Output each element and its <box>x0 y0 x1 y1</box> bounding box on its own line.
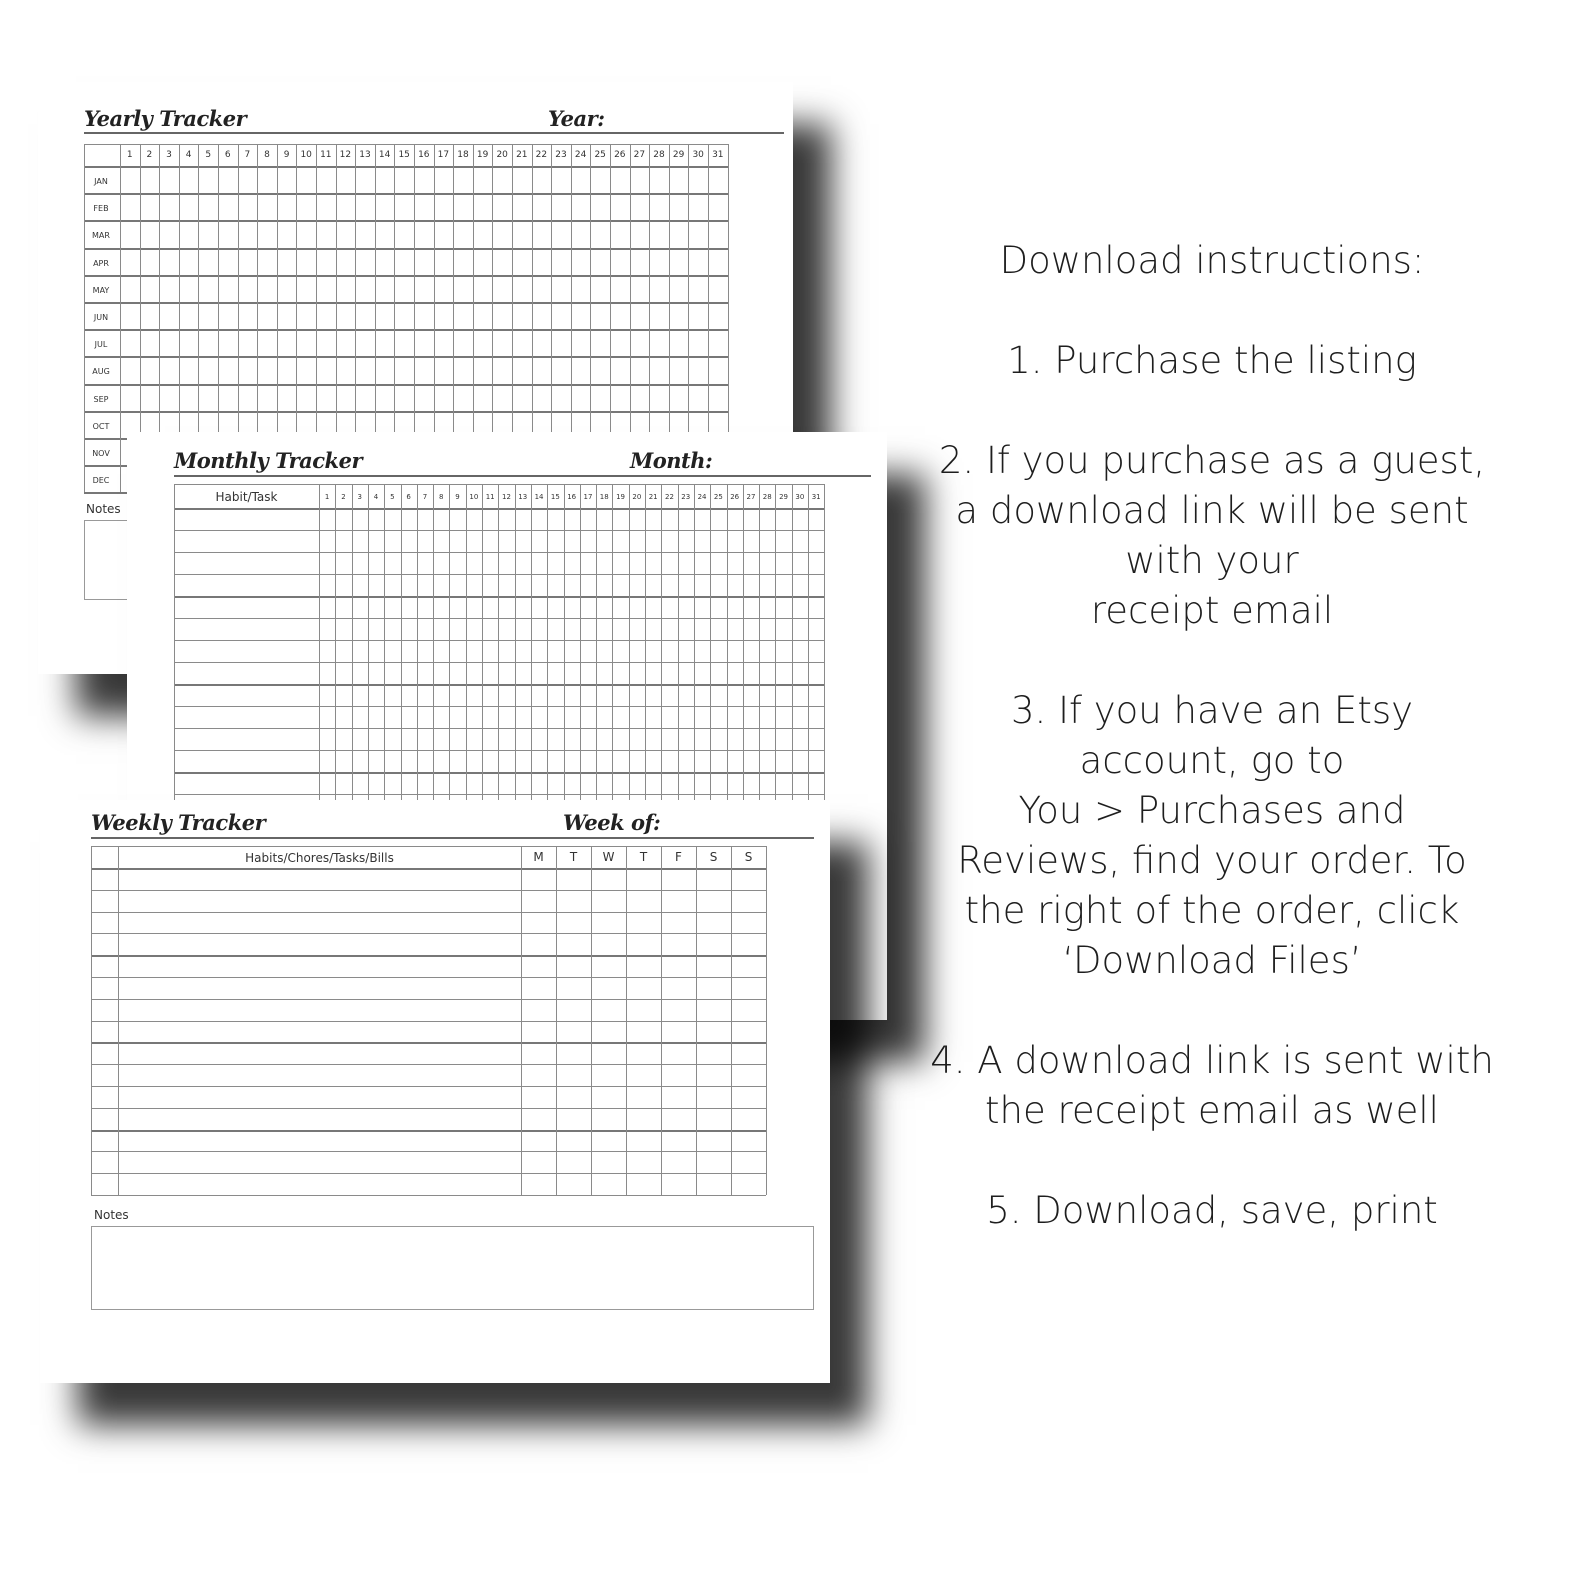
instruction-step-4 <box>912 1036 1512 1136</box>
grid-line <box>91 1086 766 1087</box>
day-number: 17 <box>583 493 593 501</box>
weekday-label: M <box>533 850 544 864</box>
grid-line <box>449 484 450 816</box>
day-number: 30 <box>692 150 704 160</box>
grid-line <box>694 484 695 816</box>
day-number: 2 <box>146 150 153 160</box>
grid-line <box>91 1151 766 1152</box>
grid-line <box>547 484 548 816</box>
day-number: 8 <box>439 493 444 501</box>
monthly-title-rule <box>174 475 871 477</box>
month-label: Month: <box>630 448 713 473</box>
day-number: 25 <box>594 150 606 160</box>
yearly-title: Yearly Tracker <box>84 106 247 131</box>
grid-line <box>118 846 119 1195</box>
grid-line <box>91 912 766 913</box>
grid-line <box>84 302 728 304</box>
day-number: 31 <box>811 493 821 501</box>
day-number: 20 <box>632 493 642 501</box>
weekly-notes-box <box>91 1226 814 1310</box>
weekday-label: S <box>744 850 753 864</box>
instruction-step-line: with your <box>1125 539 1299 582</box>
grid-line <box>319 484 320 816</box>
instruction-step-line: ‘Download Files’ <box>1062 939 1362 982</box>
month-label: FEB <box>93 204 109 214</box>
grid-line <box>84 193 728 195</box>
grid-line <box>645 484 646 816</box>
grid-line <box>91 1173 766 1174</box>
grid-line <box>580 484 581 816</box>
day-number: 9 <box>455 493 460 501</box>
instruction-step-line: a download link will be sent <box>955 489 1469 532</box>
grid-line <box>629 484 630 816</box>
day-number: 13 <box>359 150 371 160</box>
day-number: 5 <box>390 493 395 501</box>
grid-line <box>91 890 766 891</box>
day-number: 22 <box>535 150 548 160</box>
day-number: 15 <box>550 493 560 501</box>
grid-line <box>91 1064 766 1065</box>
day-number: 21 <box>648 493 658 501</box>
grid-line <box>564 484 565 816</box>
month-label: OCT <box>92 421 110 431</box>
instruction-step-line: the right of the order, click <box>964 889 1460 932</box>
grid-line <box>521 846 522 1195</box>
weekday-label: T <box>569 850 578 864</box>
grid-line <box>91 846 766 847</box>
instruction-step-line: the receipt email as well <box>985 1089 1439 1132</box>
month-label: JAN <box>94 177 108 186</box>
weekday-label: W <box>602 850 615 864</box>
instruction-step-line: 3. If you have an Etsy <box>1011 689 1413 732</box>
day-number: 16 <box>418 150 430 160</box>
grid-line <box>591 846 592 1195</box>
month-label: JUN <box>93 313 109 322</box>
day-number: 2 <box>341 493 346 501</box>
download-instructions <box>912 236 1512 1286</box>
day-number: 6 <box>224 150 231 160</box>
day-number: 17 <box>437 150 450 160</box>
instruction-step-1 <box>912 336 1512 386</box>
day-number: 16 <box>567 493 577 501</box>
grid-line <box>335 484 336 816</box>
grid-line <box>498 484 499 816</box>
weekday-label: F <box>675 850 682 864</box>
day-number: 27 <box>746 493 756 501</box>
day-number: 7 <box>244 150 251 160</box>
instruction-step-line: 4. A download link is sent with <box>930 1039 1494 1082</box>
instruction-step-line: 1. Purchase the listing <box>1007 339 1417 382</box>
grid-line <box>417 484 418 816</box>
day-number: 15 <box>398 150 410 160</box>
habit-task-header: Habit/Task <box>215 490 278 504</box>
weekly-title: Weekly Tracker <box>91 810 266 835</box>
grid-line <box>743 484 744 816</box>
day-number: 3 <box>357 493 362 501</box>
day-number: 19 <box>476 150 489 160</box>
grid-line <box>84 275 728 277</box>
grid-line <box>808 484 809 816</box>
grid-line <box>91 933 766 934</box>
grid-line <box>727 484 728 816</box>
day-number: 7 <box>422 493 428 501</box>
grid-line <box>731 846 732 1195</box>
grid-line <box>661 846 662 1195</box>
day-number: 23 <box>555 150 567 160</box>
day-number: 30 <box>795 493 805 501</box>
day-number: 20 <box>496 150 508 160</box>
day-number: 12 <box>339 150 352 160</box>
day-number: 18 <box>457 150 469 160</box>
grid-line <box>612 484 613 816</box>
day-number: 5 <box>205 150 212 160</box>
grid-line <box>91 999 766 1000</box>
day-number: 28 <box>762 493 772 501</box>
grid-line <box>120 144 121 492</box>
day-number: 10 <box>469 493 479 501</box>
day-number: 1 <box>324 493 330 501</box>
month-label: DEC <box>92 476 110 486</box>
grid-line <box>759 484 760 816</box>
month-label: SEP <box>93 394 109 404</box>
grid-line <box>84 166 728 168</box>
week-of-label: Week of: <box>563 810 661 835</box>
grid-line <box>596 484 597 816</box>
grid-line <box>482 484 483 816</box>
day-number: 25 <box>713 493 723 501</box>
grid-line <box>84 356 728 358</box>
day-number: 12 <box>501 493 511 501</box>
instruction-step-line: receipt email <box>1090 589 1334 632</box>
grid-line <box>661 484 662 816</box>
day-number: 29 <box>672 150 685 160</box>
day-number: 11 <box>485 493 495 501</box>
day-number: 27 <box>633 150 646 160</box>
grid-line <box>91 1021 766 1022</box>
month-label: MAR <box>92 231 110 241</box>
grid-line <box>401 484 402 816</box>
grid-line <box>368 484 369 816</box>
month-label: APR <box>93 258 109 268</box>
day-number: 29 <box>779 493 788 501</box>
grid-line <box>174 484 175 816</box>
day-number: 4 <box>373 493 379 501</box>
grid-line <box>84 144 85 492</box>
day-number: 4 <box>185 150 192 160</box>
grid-line <box>91 1130 766 1132</box>
grid-line <box>515 484 516 816</box>
instructions-heading: Download instructions: <box>999 239 1425 282</box>
day-number: 11 <box>320 150 332 160</box>
day-number: 21 <box>516 150 528 160</box>
grid-line <box>433 484 434 816</box>
grid-line <box>531 484 532 816</box>
day-number: 24 <box>574 150 587 160</box>
yearly-notes-label: Notes <box>86 502 121 517</box>
day-number: 31 <box>712 150 724 160</box>
day-number: 13 <box>518 493 528 501</box>
grid-line <box>626 846 627 1195</box>
grid-line <box>91 1108 766 1109</box>
day-number: 14 <box>378 150 391 160</box>
instruction-step-line: 5. Download, save, print <box>986 1189 1438 1232</box>
grid-line <box>824 484 825 816</box>
year-label: Year: <box>548 106 605 131</box>
instruction-step-line: account, go to <box>1079 739 1345 782</box>
day-number: 9 <box>283 150 290 160</box>
grid-line <box>766 846 767 1195</box>
day-number: 26 <box>614 150 626 160</box>
grid-line <box>91 1195 766 1196</box>
instruction-step-line: You > Purchases and <box>1018 789 1406 832</box>
weekly-title-rule <box>91 837 814 839</box>
grid-line <box>91 846 92 1195</box>
instruction-step-2 <box>912 436 1512 636</box>
weekday-label: T <box>639 850 648 864</box>
day-number: 10 <box>300 150 312 160</box>
weekday-label: S <box>709 850 718 864</box>
month-label: MAY <box>92 285 110 295</box>
grid-line <box>84 248 728 250</box>
instruction-step-line: 2. If you purchase as a guest, <box>938 439 1486 482</box>
day-number: 24 <box>697 493 707 501</box>
day-number: 14 <box>534 493 544 501</box>
grid-line <box>84 329 728 331</box>
grid-line <box>792 484 793 816</box>
day-number: 19 <box>616 493 625 501</box>
yearly-title-rule <box>84 132 784 134</box>
grid-line <box>696 846 697 1195</box>
grid-line <box>352 484 353 816</box>
day-number: 8 <box>264 150 270 160</box>
instruction-step-3 <box>912 686 1512 986</box>
grid-line <box>91 868 766 870</box>
grid-line <box>775 484 776 816</box>
grid-line <box>384 484 385 816</box>
day-number: 18 <box>599 493 609 501</box>
instruction-step-line: Reviews, find your order. To <box>957 839 1467 882</box>
monthly-title: Monthly Tracker <box>174 448 363 473</box>
month-label: AUG <box>92 367 110 377</box>
day-number: 22 <box>664 493 674 501</box>
grid-line <box>84 411 728 413</box>
grid-line <box>678 484 679 816</box>
grid-line <box>91 977 766 978</box>
day-number: 28 <box>653 150 665 160</box>
grid-line <box>84 220 728 222</box>
habits-header: Habits/Chores/Tasks/Bills <box>245 851 394 865</box>
month-label: JUL <box>94 340 108 350</box>
instructions-steps <box>912 336 1512 1236</box>
instruction-step-5 <box>912 1186 1512 1236</box>
day-number: 26 <box>730 493 740 501</box>
grid-line <box>84 144 728 145</box>
day-number: 1 <box>126 150 133 160</box>
grid-line <box>84 384 728 386</box>
grid-line <box>91 1042 766 1044</box>
day-number: 23 <box>681 493 691 501</box>
weekly-tracker-sheet <box>40 800 830 1383</box>
grid-line <box>710 484 711 816</box>
grid-line <box>556 846 557 1195</box>
grid-line <box>91 955 766 957</box>
grid-line <box>466 484 467 816</box>
day-number: 3 <box>166 150 172 160</box>
weekly-notes-label: Notes <box>94 1208 129 1222</box>
day-number: 6 <box>406 493 411 501</box>
month-label: NOV <box>92 449 110 458</box>
